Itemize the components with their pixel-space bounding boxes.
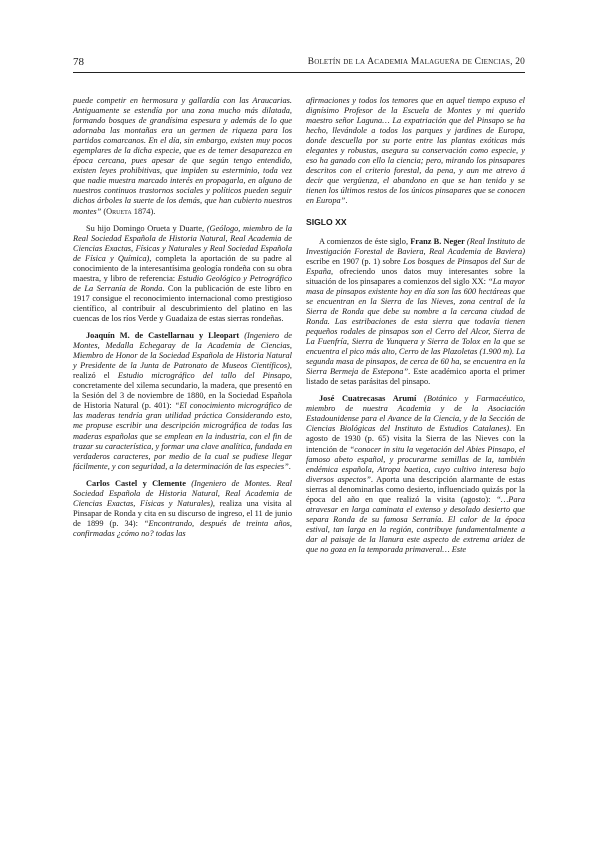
quote-text: “El conocimiento micrográfico de las maderas tendría gran utilidad práctica Considerando esto, me propuse escribir una descripción micrográfica de todas las maderas españolas que se emplean en la industria, con el fin de trazar su característica, y formar una clave analítica, fundada en verdaderos caracteres, por medio de la cual se pudiese llegar fácilmente, y con seguridad, a la determinación de las especies”: [73, 401, 292, 471]
text: , concretamente del xilema secundario, la madera, que presentó en la Sesión del 3 de noviembre de 1880, en la Sociedad Española de Historia Natural (p. 401):: [73, 371, 293, 411]
text: , realiza una visita al Pinsapar de Ronda y cita en su discurso de ingreso, el 11 de junio de 1899 (p. 34):: [73, 498, 292, 528]
section-title: SIGLO XX: [306, 216, 347, 227]
quote-text: afirmaciones y todos los temores que en aquel tiempo expuso el dignísimo Profesor de la Escuela de Montes y mi querido maestro señor Laguna… La expatriación que del Pinsapo se ha hecho, llevándole a todos los parques y jardines de Europa, donde descuella por su porte entre las plantas exóticas más elegantes y robustas, asegura su conservación como especie, y eso ha ganado con ello la ciencia; pero, mirando los pinsapares descritos con el criterio forestal, da pena, y aun me atrevo á decir que vergüenza, el abandono en que se han tenido y se tienen los últimos restos de los únicos pinsapares que se conocen en Europa”: [306, 96, 525, 206]
work-title: Los bosques de Pinsapos del Sur de España: [306, 256, 526, 276]
text: , completa la aportación de su padre al conocimiento de la interesantísima geología rondeña con su obra maestra, y libro de referencia:: [73, 253, 292, 283]
paragraph-neger: [306, 237, 525, 388]
affiliation: (Botánico y Farmacéutico, miembro de nuestra Academia y de la Asociación Estadounidense para el Avance de la Ciencia, y de la Sección de Ciencias Biológicas del Instituto de Estudios Catalanes): [306, 394, 525, 434]
text: . En agosto de 1930 (p. 65) visita la Sierra de las Nieves con la intención de: [306, 424, 525, 454]
author-name: Carlos Castel y Clemente: [86, 478, 186, 488]
quote-text: “La mayor masa de pinsapos existente hoy en día son las 600 hectáreas que se encuentran en la Sierra de las Nieves, zona central de la Sierra de Ronda que debe su nombre a la cercana ciudad de Ronda. Las estribaciones de esta sierra que todavía tienen pequeños rodales de pinsapos son el Cerro del Alcor, Sierra de La Fuenfría, Sierra de Yunquera y Sierra de Tolox en la que se encuentra el pico más alto, Cerro de las Plazoletas (1.900 m). La segunda masa de pinsapos, de cerca de 60 ha, se encuentra en la Sierra Bermeja de Estepona”: [306, 276, 526, 377]
book-title: Estudio Geológico y Petrográfico de La Serranía de Ronda: [73, 273, 292, 293]
text: .: [345, 196, 348, 206]
affiliation: (Real Instituto de Investigación Forestal de Baviera, Real Academia de Baviera): [306, 236, 526, 256]
author-name: Franz B. Neger: [410, 236, 465, 246]
text: .: [288, 461, 291, 471]
text: ).: [150, 206, 156, 216]
text: . Aporta una descripción alarmante de estas sierras al denominarlas como desierto, influenciado quizás por la época del año en que realizó la visita (agosto):: [306, 474, 525, 504]
text: Su hijo Domingo Orueta y Duarte,: [86, 223, 207, 233]
left-column: [73, 96, 292, 546]
paragraph-castel: [73, 479, 292, 539]
quote-text: “conocer in situ la vegetación del Abies Pinsapo, el famoso abeto español, y procurarme semillas de la, también endémica española, Atropa baetica, cuyo cultivo interesa bajo diversos aspectos”: [306, 444, 525, 484]
paragraph-domingo-orueta: [73, 224, 292, 324]
text: . Este académico aporta el primer listado de setas parásitas del pinsapo.: [306, 367, 525, 387]
quote-text: puede competir en hermosura y gallardía con las Araucarias. Antiguamente se estendía por una zona mucho más dilatada, formando bosques de grandísima espesura y además de lo que adornaba las montañas era un germen de riqueza para los partidos comarcanos. En el día, sin embargo, existen muy pocos egemplares de la dicha especie, que es de temer desaparezca en época cercana, pues apesar de que según tengo entendido, existen leyes prohibitivas, que impiden su esterminio, toda vez que nadie muestra marcado interés en propagarla, en alguno de nuestros continuos trastornos sociales y políticos pueden seguir dichos árboles la suerte de los demás, que han cubierto nuestros montes”: [73, 96, 292, 216]
paragraph-castel-continued: [306, 96, 525, 207]
paragraph-orueta-quote: [73, 96, 292, 217]
affiliation: (Ingeniero de Montes, Medalla Echegaray de la Academia de Ciencias, Miembro de Honor de la Sociedad Española de Historia Natural y Presidente de la Junta de Patronato de Museos Científicos): [73, 331, 292, 371]
text: , realizó el: [73, 361, 292, 381]
running-title: Boletín de la Academia Malagueña de Ciencias, 20: [307, 57, 525, 67]
affiliation: (Ingeniero de Montes. Real Sociedad Española de Historia Natural, Real Academia de Ciencias Exactas, Físicas y Naturales): [73, 478, 292, 508]
text: escribe en 1907 (p. 1) sobre: [306, 256, 404, 266]
text: , ofreciendo unos datos muy interesantes sobre la situación de los pinsapares a comienzos del siglo XX:: [306, 266, 525, 286]
quote-text: “…Para atravesar en larga caminata el extenso y desolado desierto que separa Ronda de su famosa Serranía. El calor de la época estival, tan larga en la región, contribuye fundamentalmente a dar al paisaje de la llanura este aspecto de extrema aridez de que no goza en la temporada primaveral… Este: [306, 494, 525, 554]
citation: Orueta 1874: [106, 206, 151, 216]
right-column: [306, 96, 525, 562]
page-number: 78: [73, 56, 84, 68]
paragraph-castellarnau: [73, 331, 292, 472]
paragraph-cuatrecasas: [306, 394, 525, 555]
text: A comienzos de éste siglo,: [319, 236, 411, 246]
author-name: José Cuatrecasas Arumí: [319, 394, 417, 404]
text: . Con la publicación de este libro en 1917 consigue el reconocimiento internacional como prestigioso científico, al contribuir al descubrimiento del platino en las cuencas de los ríos Verde y Guadaiza de estas sierras rondeñas.: [73, 283, 292, 323]
work-title: Estudio micrográfico del tallo del Pinsapo: [117, 371, 290, 381]
quote-text: “Encontrando, después de treinta años, confirmadas ¿cómo no? todas las: [73, 518, 293, 538]
author-name: Joaquín M. de Castellarnau y Lleopart: [86, 331, 240, 341]
text: (: [101, 206, 107, 216]
page-header: [73, 56, 525, 73]
affiliation: (Geólogo, miembro de la Real Sociedad Española de Historia Natural, Real Academia de Ciencias Exactas, Físicas y Naturales y Real Sociedad Española de Física y Química): [73, 223, 292, 263]
